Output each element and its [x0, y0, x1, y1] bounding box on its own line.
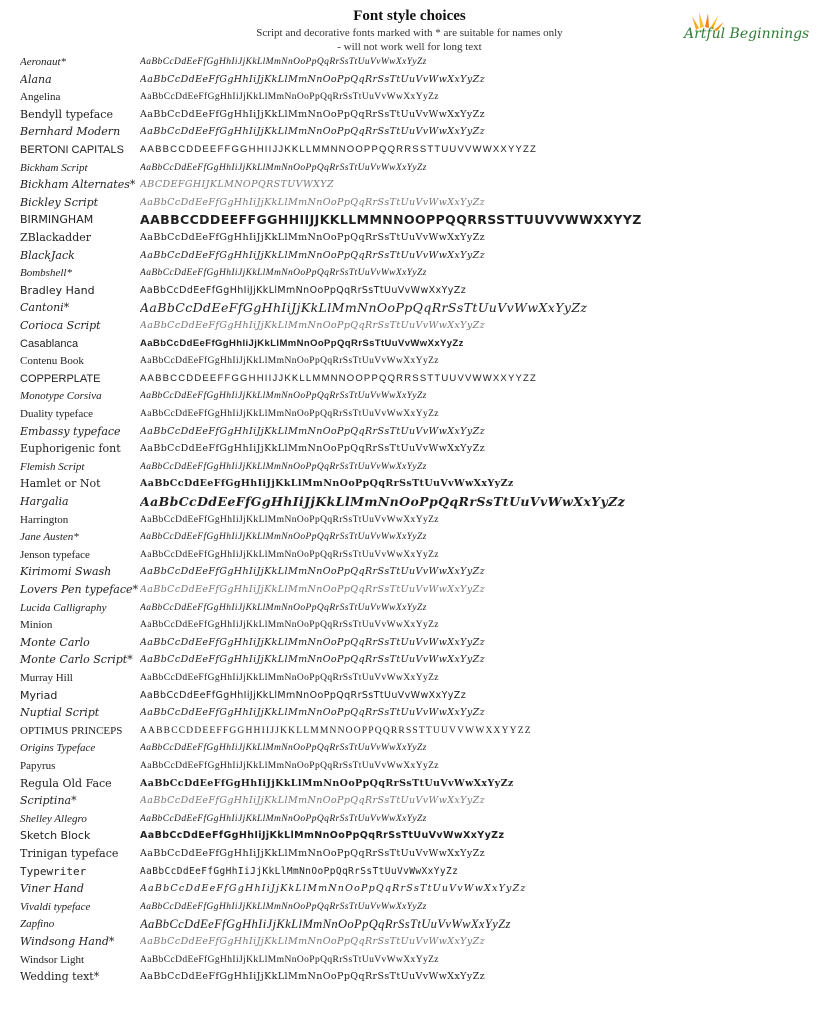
font-name: Kirimomi Swash	[20, 565, 112, 579]
font-sample: AABBCCDDEEFFGGHHIIJJKKLLMMNNOOPPQQRRSSTTUUVVWWXXYYZZ	[140, 144, 538, 155]
font-name: Aeronaut*	[20, 56, 67, 68]
font-name: Harrington	[20, 513, 69, 526]
font-sample: AaBbCcDdEeFfGgHhIiJjKkLlMmNnOoPpQqRrSsTtUuVvWwXxYyZz	[140, 391, 427, 402]
font-name: Viner Hand	[20, 882, 84, 896]
font-name: Cantoni*	[20, 301, 70, 315]
font-sample: AaBbCcDdEeFfGgHhIiJjKkLlMmNnOoPpQqRrSsTtUuVvWwXxYyZz	[140, 566, 486, 578]
font-sample: AaBbCcDdEeFfGgHhIiJjKkLlMmNnOoPpQqRrSsTtUuVvWwXxYyZz	[140, 356, 439, 367]
font-name: Minion	[20, 619, 53, 632]
font-name: Casablanca	[20, 337, 79, 350]
font-sample: AaBbCcDdEeFfGgHhIiJjKkLlMmNnOoPpQqRrSsTtUuVvWwXxYyZz	[140, 196, 486, 208]
font-name: Monotype Corsiva	[20, 390, 102, 403]
font-name: Hamlet or Not	[20, 477, 101, 491]
font-name: Scriptina*	[20, 794, 77, 808]
font-name: Typewriter	[20, 864, 87, 878]
font-sample: AaBbCcDdEeFfGgHhIiJjKkLlMmNnOoPpQqRrSsTtUuVvWwXxYyZz	[140, 883, 527, 895]
font-name: Vivaldi typeface	[20, 900, 91, 913]
font-name: Bradley Hand	[20, 283, 95, 297]
logo-text: Artful Beginnings	[684, 26, 810, 42]
font-sample: AaBbCcDdEeFfGgHhIiJjKkLlMmNnOoPpQqRrSsTtUuVvWwXxYyZz	[140, 689, 467, 701]
logo	[676, 10, 810, 44]
font-name: Myriad	[20, 688, 58, 702]
subtitle-line-1: Script and decorative fonts marked with * are suitable for names only	[256, 27, 563, 39]
font-sample: AABBCCDDEEFFGGHHIIJJKKLLMMNNOOPPQQRRSSTTUUVVWWXXYYZZ	[140, 372, 538, 384]
font-sample: AaBbCcDdEeFfGgHhIiJjKkLlMmNnOoPpQqRrSsTtUuVvWwXxYyZz	[140, 425, 486, 437]
font-name: OPTIMUS PRINCEPS	[20, 724, 123, 737]
font-name: Bendyll typeface	[20, 107, 113, 121]
font-sample: AaBbCcDdEeFfGgHhIiJjKkLlMmNnOoPpQqRrSsTtUuVvWwXxYyZz	[140, 743, 427, 754]
font-sample: AaBbCcDdEeFfGgHhIiJjKkLlMmNnOoPpQqRrSsTtUuVvWwXxYyZz	[140, 494, 626, 509]
font-name: ZBlackadder	[20, 231, 92, 244]
subtitle-line-2: - will not work well for long text	[337, 41, 482, 53]
font-name: Bombshell*	[20, 267, 72, 280]
font-name: Duality typeface	[20, 408, 93, 420]
font-name: Trinigan typeface	[20, 847, 119, 860]
font-name: Bickham Alternates*	[20, 178, 136, 192]
font-sample: AaBbCcDdEeFfGgHhIiJjKkLlMmNnOoPpQqRrSsTtUuVvWwXxYyZz	[140, 300, 588, 316]
font-sample: AaBbCcDdEeFfGgHhIiJjKkLlMmNnOoPpQqRrSsTtUuVvWwXxYyZz	[140, 777, 514, 789]
font-name: BIRMINGHAM	[20, 213, 94, 227]
font-sample: AaBbCcDdEeFfGgHhIiJjKkLlMmNnOoPpQqRrSsTtUuVvWwXxYyZz	[140, 971, 486, 983]
font-sample: AaBbCcDdEeFfGgHhIiJjKkLlMmNnOoPpQqRrSsTtUuVvWwXxYyZz	[140, 654, 486, 666]
font-sample: AABBCCDDEEFFGGHHIIJJKKLLMMNNOOPPQQRRSSTTUUVVWWXXYYZ	[140, 212, 642, 228]
font-sample: AABBCCDDEEFFGGHHIIJJKKLLMMNNOOPPQQRRSSTTUUVVWWXXYYZZ	[140, 725, 532, 736]
font-name: Bernhard Modern	[20, 125, 121, 139]
font-sample: AaBbCcDdEeFfGgHhIiJjKkLlMmNnOoPpQqRrSsTtUuVvWwXxYyZz	[140, 584, 486, 595]
font-sample: AaBbCcDdEeFfGgHhIiJjKkLlMmNnOoPpQqRrSsTtUuVvWwXxYyZz	[140, 92, 439, 103]
font-name: Alana	[20, 72, 52, 86]
font-name: Euphorigenic font	[20, 442, 121, 456]
font-name: Wedding text*	[20, 970, 100, 984]
font-sample: AaBbCcDdEeFfGgHhIiJjKkLlMmNnOoPpQqRrSsTtUuVvWwXxYyZz	[140, 409, 439, 419]
font-name: Monte Carlo	[20, 635, 90, 649]
font-sample: AaBbCcDdEeFfGgHhIiJjKkLlMmNnOoPpQqRrSsTtUuVvWwXxYyZz	[140, 954, 439, 965]
font-name: Nuptial Script	[20, 706, 100, 720]
font-sample: AaBbCcDdEeFfGgHhIiJjKkLlMmNnOoPpQqRrSsTtUuVvWwXxYyZz	[140, 813, 427, 824]
page-title: Font style choices	[353, 8, 466, 24]
font-sample: AaBbCcDdEeFfGgHhIiJjKkLlMmNnOoPpQqRrSsTtUuVvWwXxYyZz	[140, 602, 427, 613]
font-name: Papyrus	[20, 760, 56, 772]
font-sample: AaBbCcDdEeFfGgHhIiJjKkLlMmNnOoPpQqRrSsTtUuVvWwXxYyZz	[140, 532, 427, 543]
font-name: COPPERPLATE	[20, 372, 101, 385]
font-name: Monte Carlo Script*	[20, 653, 133, 667]
font-name: Regula Old Face	[20, 776, 112, 790]
font-name: Bickham Script	[20, 161, 88, 174]
font-sample: AaBbCcDdEeFfGgHhIiJjKkLlMmNnOoPpQqRrSsTtUuVvWwXxYyZz	[140, 478, 514, 490]
font-sample: AaBbCcDdEeFfGgHhIiJjKkLlMmNnOoPpQqRrSsTtUuVvWwXxYyZz	[140, 268, 427, 279]
font-sample: AaBbCcDdEeFfGgHhIiJjKkLlMmNnOoPpQqRrSsTtUuVvWwXxYyZz	[140, 901, 427, 912]
font-sample: AaBbCcDdEeFfGgHhIiJjKkLlMmNnOoPpQqRrSsTtUuVvWwXxYyZz	[140, 57, 427, 67]
font-sample: AaBbCcDdEeFfGgHhIiJjKkLlMmNnOoPpQqRrSsTtUuVvWwXxYyZz	[140, 936, 486, 947]
font-name: Contenu Book	[20, 355, 84, 368]
font-sample: AaBbCcDdEeFfGgHhIiJjKkLlMmNnOoPpQqRrSsTtUuVvWwXxYyZz	[140, 162, 427, 173]
font-name: Windsor Light	[20, 953, 85, 966]
font-name: Embassy typeface	[20, 424, 121, 438]
font-name: Jane Austen*	[20, 531, 79, 544]
font-name: Origins Typeface	[20, 742, 96, 755]
font-sample: AaBbCcDdEeFfGgHhIiJjKkLlMmNnOoPpQqRrSsTtUuVvWwXxYyZz	[140, 73, 486, 85]
font-sample: AaBbCcDdEeFfGgHhIiJjKkLlMmNnOoPpQqRrSsTtUuVvWwXxYyZz	[140, 795, 486, 807]
font-sample: AaBbCcDdEeFfGgHhIiJjKkLlMmNnOoPpQqRrSsTtUuVvWwXxYyZz	[140, 549, 439, 560]
font-sample: AaBbCcDdEeFfGgHhIiJjKkLlMmNnOoPpQqRrSsTtUuVvWwXxYyZz	[140, 320, 486, 331]
font-name: Bickley Script	[20, 195, 99, 209]
font-sample: AaBbCcDdEeFfGgHhIiJjKkLlMmNnOoPpQqRrSsTtUuVvWwXxYyZz	[140, 461, 427, 472]
font-name: Flemish Script	[20, 460, 85, 473]
font-sample: AaBbCcDdEeFfGgHhIiJjKkLlMmNnOoPpQqRrSsTtUuVvWwXxYyZz	[140, 865, 459, 877]
font-sample: AaBbCcDdEeFfGgHhIiJjKkLlMmNnOoPpQqRrSsTtUuVvWwXxYyZz	[140, 514, 439, 525]
font-name: Windsong Hand*	[20, 935, 115, 948]
font-sample: AaBbCcDdEeFfGgHhIiJjKkLlMmNnOoPpQqRrSsTtUuVvWwXxYyZz	[140, 636, 486, 648]
font-name: BERTONI CAPITALS	[20, 144, 124, 156]
font-name: Lovers Pen typeface*	[20, 583, 138, 596]
font-sample: ABCDEFGHIJKLMNOPQRSTUVWXYZ	[140, 179, 334, 191]
font-name: Shelley Allegro	[20, 812, 87, 825]
font-row	[0, 967, 819, 987]
font-name: Sketch Block	[20, 829, 91, 843]
font-sample: AaBbCcDdEeFfGgHhIiJjKkLlMmNnOoPpQqRrSsTtUuVvWwXxYyZz	[140, 108, 486, 120]
font-name: Zapfino	[20, 918, 55, 931]
font-sample: AaBbCcDdEeFfGgHhIiJjKkLlMmNnOoPpQqRrSsTtUuVvWwXxYyZz	[140, 126, 486, 138]
font-sample: AaBbCcDdEeFfGgHhIiJjKkLlMmNnOoPpQqRrSsTtUuVvWwXxYyZz	[140, 673, 439, 683]
font-sample: AaBbCcDdEeFfGgHhIiJjKkLlMmNnOoPpQqRrSsTtUuVvWwXxYyZz	[140, 620, 439, 631]
font-sample: AaBbCcDdEeFfGgHhIiJjKkLlMmNnOoPpQqRrSsTtUuVvWwXxYyZz	[140, 848, 486, 859]
font-name: Hargalia	[20, 495, 69, 508]
font-name: Jenson typeface	[20, 548, 90, 561]
font-sample: AaBbCcDdEeFfGgHhIiJjKkLlMmNnOoPpQqRrSsTtUuVvWwXxYyZz	[140, 761, 439, 771]
font-sample: AaBbCcDdEeFfGgHhIiJjKkLlMmNnOoPpQqRrSsTtUuVvWwXxYyZz	[140, 232, 486, 243]
font-sample: AaBbCcDdEeFfGgHhIiJjKkLlMmNnOoPpQqRrSsTtUuVvWwXxYyZz	[140, 249, 486, 261]
font-sample: AaBbCcDdEeFfGgHhIiJjKkLlMmNnOoPpQqRrSsTtUuVvWwXxYyZz	[140, 707, 486, 719]
font-sample: AaBbCcDdEeFfGgHhIiJjKkLlMmNnOoPpQqRrSsTtUuVvWwXxYyZz	[140, 830, 505, 842]
font-name: BlackJack	[20, 248, 75, 262]
font-sample: AaBbCcDdEeFfGgHhIiJjKkLlMmNnOoPpQqRrSsTtUuVvWwXxYyZz	[140, 443, 486, 455]
font-name: Corioca Script	[20, 319, 101, 332]
font-sample: AaBbCcDdEeFfGgHhIiJjKkLlMmNnOoPpQqRrSsTtUuVvWwXxYyZz	[140, 337, 464, 349]
font-sample: AaBbCcDdEeFfGgHhIiJjKkLlMmNnOoPpQqRrSsTtUuVvWwXxYyZz	[140, 284, 467, 296]
font-name: Angelina	[20, 91, 61, 104]
font-name: Lucida Calligraphy	[20, 601, 107, 614]
font-name: Murray Hill	[20, 672, 73, 684]
font-sample: AaBbCcDdEeFfGgHhIiJjKkLlMmNnOoPpQqRrSsTtUuVvWwXxYyZz	[140, 917, 511, 932]
